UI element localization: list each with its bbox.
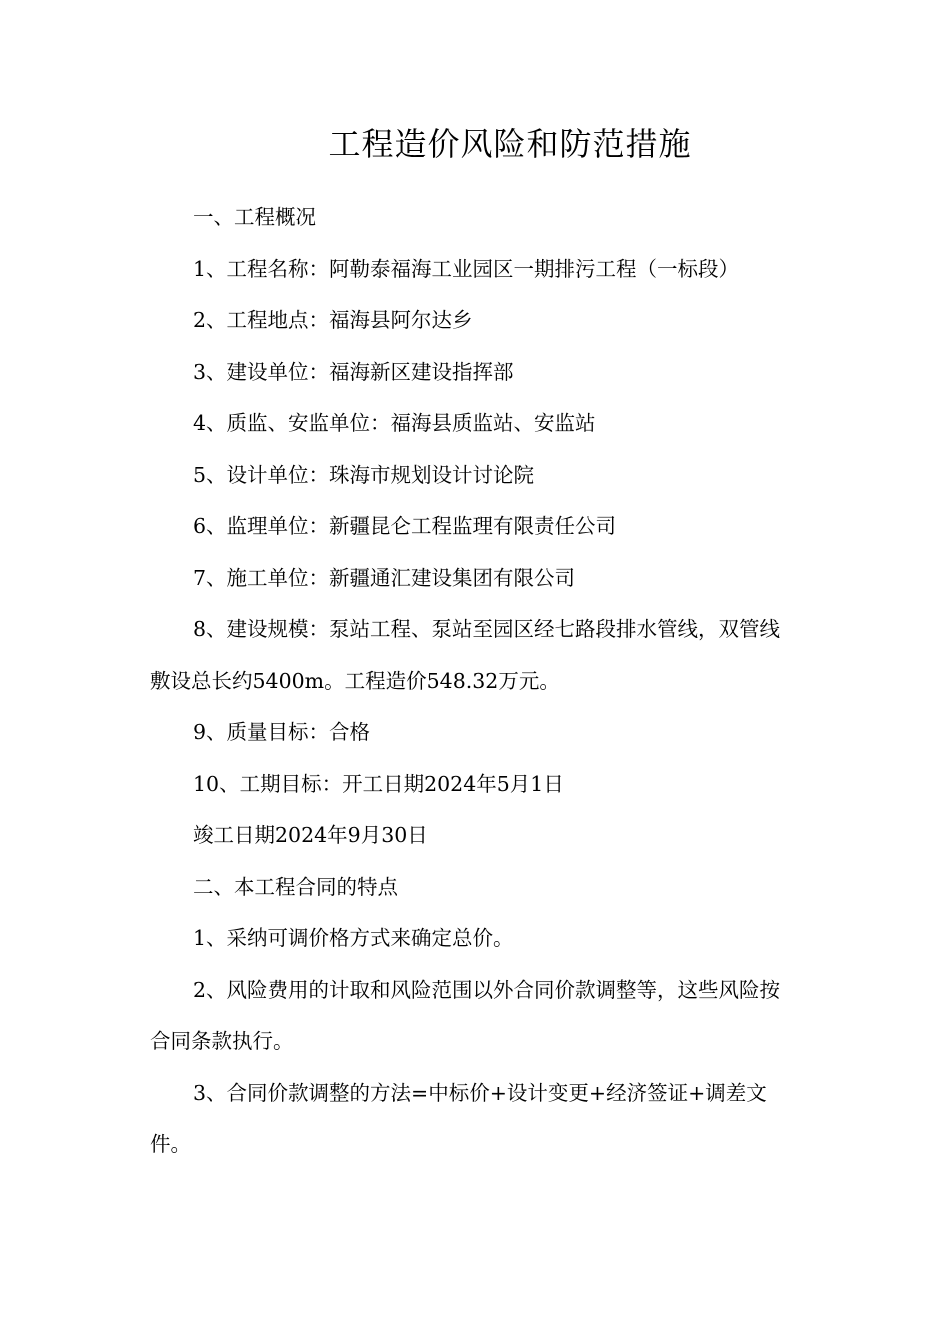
quality-target-line: 9、质量目标：合格 [193,720,371,744]
contract-feature-1: 1、采纳可调价格方式来确定总价。 [193,926,514,950]
supervision-safety-unit-line: 4、质监、安监单位：福海县质监站、安监站 [193,411,596,435]
contract-feature-3: 3、合同价款调整的方法=中标价+设计变更+经济签证+调差文件。 [150,1080,767,1156]
completion-date-line: 竣工日期2024年9月30日 [193,823,428,847]
document-title: 工程造价风险和防范措施 [328,125,692,163]
construction-scale-paragraph: 8、建设规模：泵站工程、泵站至园区经七路段排水管线，双管线敷设总长约5400m。工程造价548.32万元。 [150,617,781,693]
contract-feature-2: 2、风险费用的计取和风险范围以外合同价款调整等，这些风险按合同条款执行。 [150,977,781,1053]
schedule-target-line: 10、工期目标：开工日期2024年5月1日 [193,771,564,796]
design-unit-line: 5、设计单位：珠海市规划设计讨论院 [193,462,535,487]
construction-unit-line: 3、建设单位：福海新区建设指挥部 [193,359,514,384]
project-name-line: 1、工程名称：阿勒泰福海工业园区一期排污工程（一标段） [193,256,740,281]
supervisor-unit-line: 6、监理单位：新疆昆仑工程监理有限责任公司 [193,514,617,538]
document-body [150,192,800,1171]
contractor-unit-line: 7、施工单位：新疆通汇建设集团有限公司 [193,565,576,590]
section-heading-contract: 二、本工程合同的特点 [193,874,398,899]
project-location-line: 2、工程地点：福海县阿尔达乡 [193,308,473,332]
section-heading-overview: 一、工程概况 [193,205,316,229]
